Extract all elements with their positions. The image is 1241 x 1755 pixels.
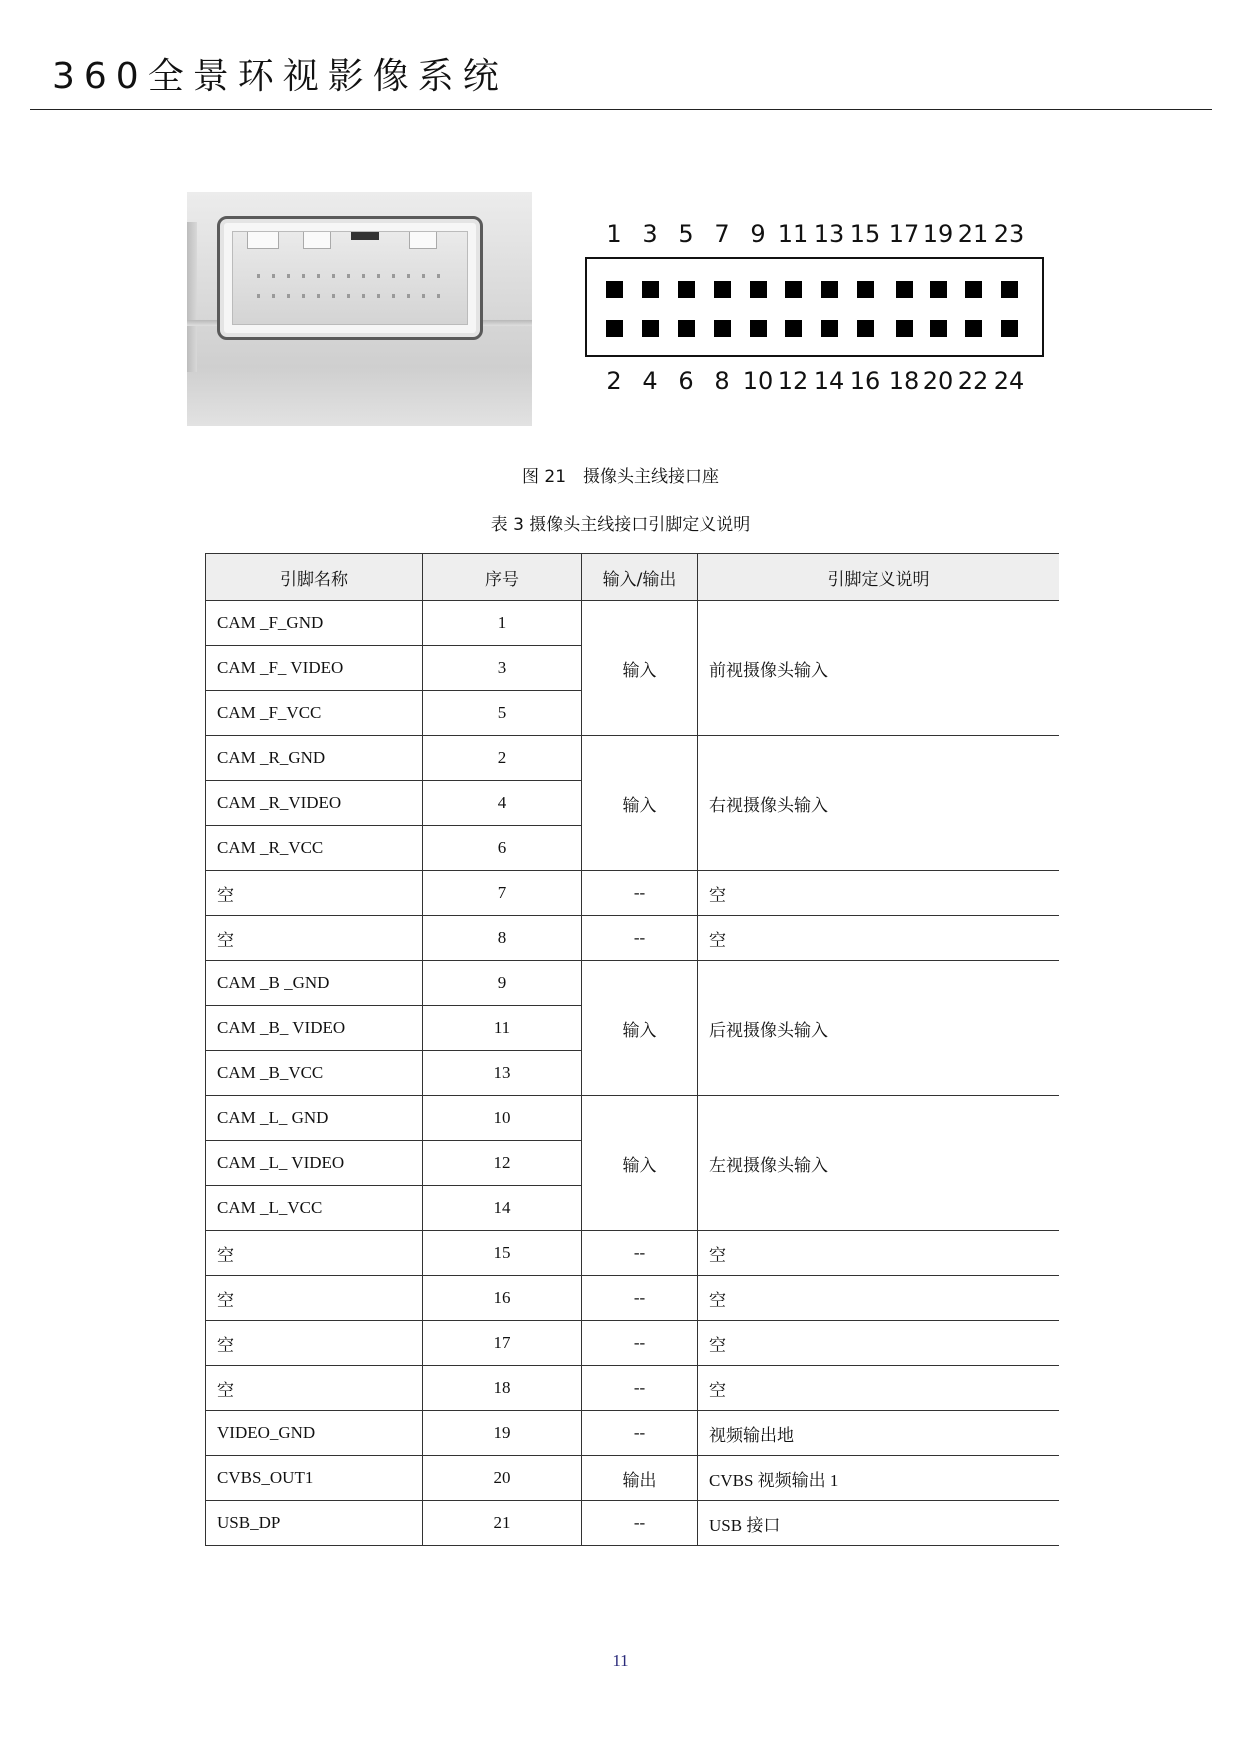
pin-name-cell: 空 xyxy=(206,1231,423,1276)
document-title: 360全景环视影像系统 xyxy=(52,56,508,97)
pin-name-cell: 空 xyxy=(206,1276,423,1321)
connector-cavity xyxy=(232,231,468,325)
header-description: 引脚定义说明 xyxy=(698,554,1060,601)
bottom-pin-number: 24 xyxy=(993,367,1025,395)
pin-square xyxy=(821,320,838,337)
pin-diagram xyxy=(585,257,1044,357)
pin-number-cell: 10 xyxy=(423,1096,582,1141)
pin-number-cell: 6 xyxy=(423,826,582,871)
direction-cell: -- xyxy=(582,1366,698,1411)
description-cell: 空 xyxy=(698,916,1060,961)
pin-name-cell: 空 xyxy=(206,916,423,961)
table-row xyxy=(206,1231,1060,1276)
connector-pin-row xyxy=(257,294,447,298)
table-row xyxy=(206,916,1060,961)
pin-square xyxy=(965,320,982,337)
header-rule xyxy=(30,109,1212,110)
description-cell: 空 xyxy=(698,1231,1060,1276)
description-cell: 空 xyxy=(698,1321,1060,1366)
pin-square xyxy=(642,320,659,337)
description-cell: 空 xyxy=(698,1276,1060,1321)
pin-definition-table-container xyxy=(205,553,1059,1550)
header-pin-number: 序号 xyxy=(423,554,582,601)
direction-cell: -- xyxy=(582,1276,698,1321)
pin-number-cell: 17 xyxy=(423,1321,582,1366)
pin-name-cell: CAM _B_ VIDEO xyxy=(206,1006,423,1051)
pin-number-cell: 13 xyxy=(423,1051,582,1096)
bottom-pin-numbers xyxy=(604,367,1034,397)
description-cell: 空 xyxy=(698,871,1060,916)
description-cell: 空 xyxy=(698,1366,1060,1411)
bottom-pin-number: 8 xyxy=(714,367,730,395)
pin-number-cell: 5 xyxy=(423,691,582,736)
table-row xyxy=(206,1456,1060,1501)
connector-photo xyxy=(187,192,532,426)
top-pin-number: 5 xyxy=(678,220,694,248)
pin-number-cell: 3 xyxy=(423,646,582,691)
direction-cell: -- xyxy=(582,1501,698,1546)
direction-cell: -- xyxy=(582,916,698,961)
pin-number-cell: 4 xyxy=(423,781,582,826)
top-pin-number: 21 xyxy=(957,220,989,248)
pin-name-cell: CAM _L_ VIDEO xyxy=(206,1141,423,1186)
table-header-row xyxy=(206,554,1060,601)
table-row xyxy=(206,1096,1060,1141)
direction-cell: -- xyxy=(582,1321,698,1366)
pin-name-cell: CAM _R_VCC xyxy=(206,826,423,871)
pin-name-cell: CAM _R_VIDEO xyxy=(206,781,423,826)
pin-square xyxy=(678,320,695,337)
pin-number-cell: 8 xyxy=(423,916,582,961)
pin-square xyxy=(678,281,695,298)
table-row xyxy=(206,1276,1060,1321)
bottom-pin-number: 6 xyxy=(678,367,694,395)
direction-cell: 输入 xyxy=(582,961,698,1096)
table-row xyxy=(206,736,1060,781)
description-cell: USB 接口 xyxy=(698,1501,1060,1546)
pin-square xyxy=(1001,281,1018,298)
pin-number-cell: 12 xyxy=(423,1141,582,1186)
pin-square xyxy=(930,320,947,337)
page-number: 11 xyxy=(612,1651,629,1670)
pin-name-cell: CAM _B_VCC xyxy=(206,1051,423,1096)
bottom-pin-number: 22 xyxy=(957,367,989,395)
direction-cell: 输入 xyxy=(582,736,698,871)
top-pin-number: 7 xyxy=(714,220,730,248)
table-row xyxy=(206,601,1060,646)
photo-edge xyxy=(187,222,197,372)
connector-pin-row xyxy=(257,274,447,278)
pin-number-cell: 15 xyxy=(423,1231,582,1276)
table-caption: 表 3 摄像头主线接口引脚定义说明 xyxy=(490,515,751,535)
pin-number-cell: 11 xyxy=(423,1006,582,1051)
description-cell: 左视摄像头输入 xyxy=(698,1096,1060,1231)
pin-square xyxy=(785,320,802,337)
pin-name-cell: USB_DP xyxy=(206,1501,423,1546)
pin-number-cell: 18 xyxy=(423,1366,582,1411)
table-row xyxy=(206,1366,1060,1411)
pin-number-cell: 7 xyxy=(423,871,582,916)
pin-number-cell: 2 xyxy=(423,736,582,781)
description-cell: 前视摄像头输入 xyxy=(698,601,1060,736)
description-cell: 视频输出地 xyxy=(698,1411,1060,1456)
bottom-pin-number: 14 xyxy=(813,367,845,395)
top-pin-number: 9 xyxy=(750,220,766,248)
pin-name-cell: 空 xyxy=(206,1321,423,1366)
top-pin-numbers xyxy=(604,220,1034,250)
connector-tab xyxy=(409,232,437,249)
table-row xyxy=(206,871,1060,916)
header-pin-name: 引脚名称 xyxy=(206,554,423,601)
header-direction: 输入/输出 xyxy=(582,554,698,601)
connector-key xyxy=(351,232,379,240)
connector-housing xyxy=(217,216,483,340)
pin-number-cell: 21 xyxy=(423,1501,582,1546)
bottom-pin-number: 4 xyxy=(642,367,658,395)
pin-square xyxy=(785,281,802,298)
pin-square xyxy=(714,281,731,298)
direction-cell: 输出 xyxy=(582,1456,698,1501)
direction-cell: 输入 xyxy=(582,601,698,736)
pin-name-cell: VIDEO_GND xyxy=(206,1411,423,1456)
pin-number-cell: 19 xyxy=(423,1411,582,1456)
pin-square xyxy=(930,281,947,298)
bottom-pin-number: 18 xyxy=(888,367,920,395)
pin-square xyxy=(606,320,623,337)
pin-name-cell: CAM _F_ VIDEO xyxy=(206,646,423,691)
table-body xyxy=(206,601,1060,1546)
pin-name-cell: 空 xyxy=(206,1366,423,1411)
description-cell: 后视摄像头输入 xyxy=(698,961,1060,1096)
pin-square xyxy=(606,281,623,298)
direction-cell: -- xyxy=(582,1231,698,1276)
pin-square xyxy=(821,281,838,298)
pin-name-cell: CAM _F_GND xyxy=(206,601,423,646)
pin-name-cell: CAM _F_VCC xyxy=(206,691,423,736)
pin-number-cell: 20 xyxy=(423,1456,582,1501)
figure-caption: 图 21 摄像头主线接口座 xyxy=(521,467,720,487)
pin-square xyxy=(642,281,659,298)
pin-square xyxy=(750,281,767,298)
pin-name-cell: CVBS_OUT1 xyxy=(206,1456,423,1501)
pin-square xyxy=(857,320,874,337)
bottom-pin-number: 12 xyxy=(777,367,809,395)
pin-name-cell: CAM _L_VCC xyxy=(206,1186,423,1231)
bottom-pin-number: 16 xyxy=(849,367,881,395)
table-row xyxy=(206,1321,1060,1366)
top-pin-number: 17 xyxy=(888,220,920,248)
pin-square xyxy=(750,320,767,337)
direction-cell: -- xyxy=(582,1411,698,1456)
pin-number-cell: 14 xyxy=(423,1186,582,1231)
table-row xyxy=(206,961,1060,1006)
connector-tab xyxy=(247,232,279,249)
table-row xyxy=(206,1411,1060,1456)
pin-number-cell: 16 xyxy=(423,1276,582,1321)
pin-name-cell: CAM _R_GND xyxy=(206,736,423,781)
description-cell: 右视摄像头输入 xyxy=(698,736,1060,871)
table-row xyxy=(206,1501,1060,1546)
direction-cell: 输入 xyxy=(582,1096,698,1231)
pin-number-cell: 9 xyxy=(423,961,582,1006)
description-cell: CVBS 视频输出 1 xyxy=(698,1456,1060,1501)
direction-cell: -- xyxy=(582,871,698,916)
top-pin-number: 15 xyxy=(849,220,881,248)
top-pin-number: 3 xyxy=(642,220,658,248)
bottom-pin-number: 2 xyxy=(606,367,622,395)
pin-name-cell: 空 xyxy=(206,871,423,916)
pin-square xyxy=(857,281,874,298)
top-pin-number: 1 xyxy=(606,220,622,248)
pin-square xyxy=(965,281,982,298)
top-pin-number: 11 xyxy=(777,220,809,248)
bottom-pin-number: 10 xyxy=(742,367,774,395)
pin-name-cell: CAM _L_ GND xyxy=(206,1096,423,1141)
connector-tab xyxy=(303,232,331,249)
pin-square xyxy=(896,320,913,337)
pin-name-cell: CAM _B _GND xyxy=(206,961,423,1006)
top-pin-number: 13 xyxy=(813,220,845,248)
top-pin-number: 19 xyxy=(922,220,954,248)
top-pin-number: 23 xyxy=(993,220,1025,248)
pin-square xyxy=(896,281,913,298)
bottom-pin-number: 20 xyxy=(922,367,954,395)
pin-square xyxy=(1001,320,1018,337)
pin-square xyxy=(714,320,731,337)
pin-definition-table xyxy=(205,553,1059,1546)
pin-number-cell: 1 xyxy=(423,601,582,646)
